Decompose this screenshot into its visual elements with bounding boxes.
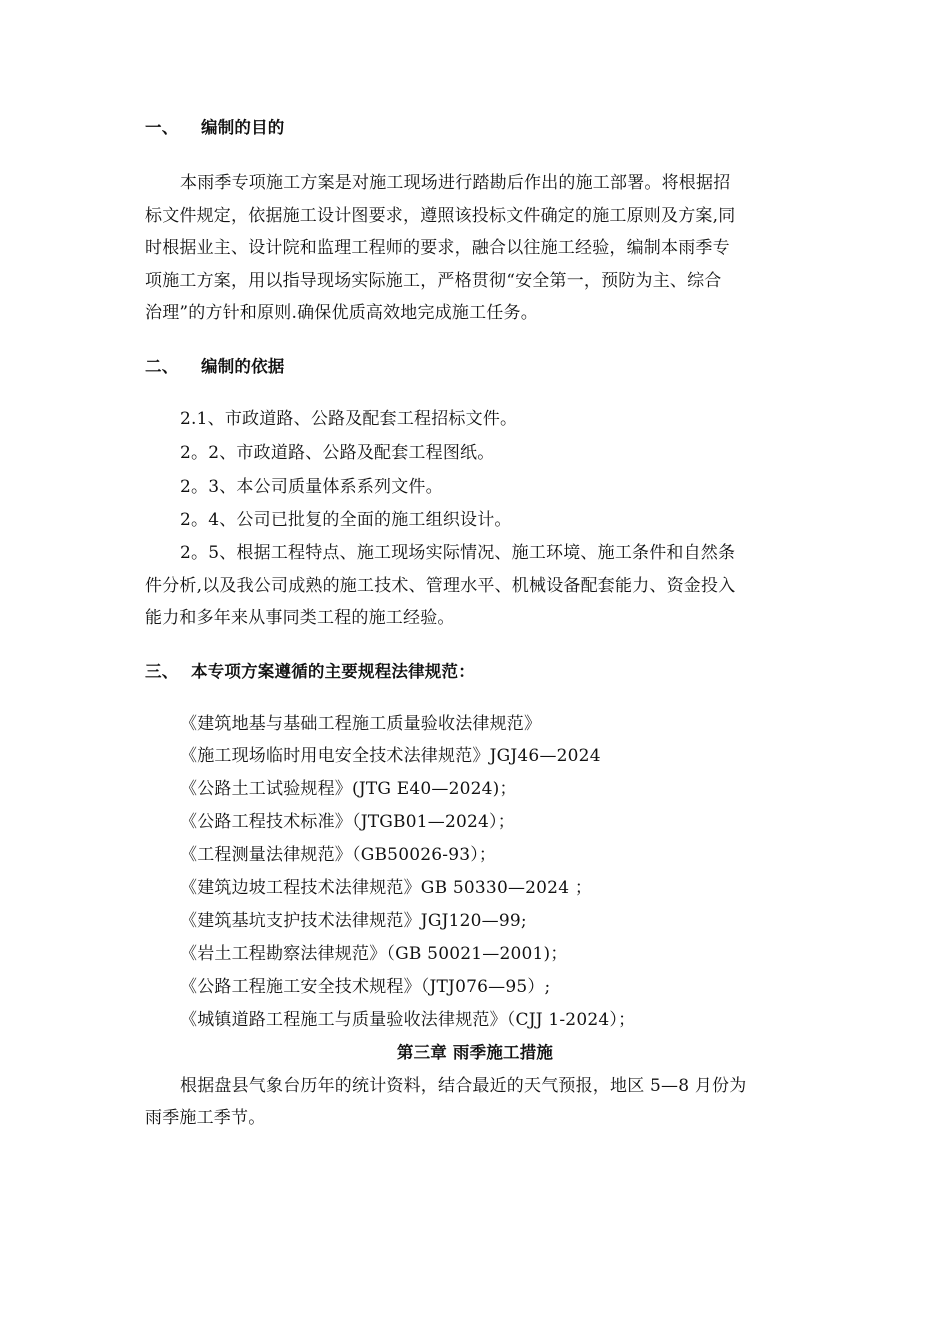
- list-item: 2。4、公司已批复的全面的施工组织设计。: [180, 510, 512, 530]
- section-2-number: 二、: [145, 357, 179, 376]
- standard-item: 《建筑地基与基础工程施工质量验收法律规范》: [180, 714, 542, 734]
- section-3-number: 三、: [145, 662, 179, 681]
- paragraph-line: 2。5、根据工程特点、施工现场实际情况、施工环境、施工条件和自然条: [180, 543, 736, 563]
- paragraph-line: 标文件规定，依据施工设计图要求，遵照该投标文件确定的施工原则及方案,同: [145, 206, 736, 226]
- paragraph-line: 时根据业主、设计院和监理工程师的要求，融合以往施工经验，编制本雨季专: [145, 238, 730, 258]
- paragraph-line: 根据盘县气象台历年的统计资料，结合最近的天气预报，地区 5—8 月份为: [180, 1076, 747, 1096]
- paragraph-line: 件分析,以及我公司成熟的施工技术、管理水平、机械设备配套能力、资金投入: [145, 576, 736, 596]
- paragraph-line: 本雨季专项施工方案是对施工现场进行踏勘后作出的施工部署。将根据招: [180, 173, 731, 193]
- paragraph-line: 治理”的方针和原则.确保优质高效地完成施工任务。: [145, 303, 538, 323]
- section-1-heading: [145, 118, 815, 138]
- paragraph-line: 项施工方案，用以指导现场实际施工，严格贯彻“安全第一，预防为主、综合: [145, 271, 722, 291]
- list-item: 2。2、市政道路、公路及配套工程图纸。: [180, 443, 495, 463]
- standard-item: 《工程测量法律规范》（GB50026-93）；: [180, 845, 497, 865]
- paragraph-line: 雨季施工季节。: [145, 1108, 266, 1128]
- section-2-heading: [145, 357, 815, 377]
- list-item: 2.1、市政道路、公路及配套工程招标文件。: [180, 409, 518, 429]
- section-3-heading: [145, 662, 815, 682]
- standard-item: 《建筑边坡工程技术法律规范》GB 50330—2024 ；: [180, 878, 593, 898]
- standard-item: 《公路土工试验规程》(JTG E40—2024)；: [180, 779, 517, 799]
- standard-item: 《岩土工程勘察法律规范》（GB 50021—2001)；: [180, 944, 568, 964]
- standard-item: 《建筑基坑支护技术法律规范》JGJ120—99;: [180, 911, 527, 931]
- section-3-title: 本专项方案遵循的主要规程法律规范：: [191, 662, 475, 681]
- standard-item: 《城镇道路工程施工与质量验收法律规范》（CJJ 1-2024）；: [180, 1010, 636, 1030]
- section-2-title: 编制的依据: [201, 357, 285, 376]
- chapter-title: 第三章 雨季施工措施: [396, 1043, 554, 1062]
- list-item: 2。3、本公司质量体系系列文件。: [180, 477, 443, 497]
- standard-item: 《公路工程技术标准》（JTGB01—2024）；: [180, 812, 515, 832]
- standard-item: 《公路工程施工安全技术规程》（JTJ076—95）;: [180, 977, 551, 997]
- paragraph-line: 能力和多年来从事同类工程的施工经验。: [145, 608, 455, 628]
- section-1-title: 编制的目的: [201, 118, 285, 137]
- standard-item: 《施工现场临时用电安全技术法律规范》JGJ46—2024: [180, 746, 601, 766]
- section-1-number: 一、: [145, 118, 179, 137]
